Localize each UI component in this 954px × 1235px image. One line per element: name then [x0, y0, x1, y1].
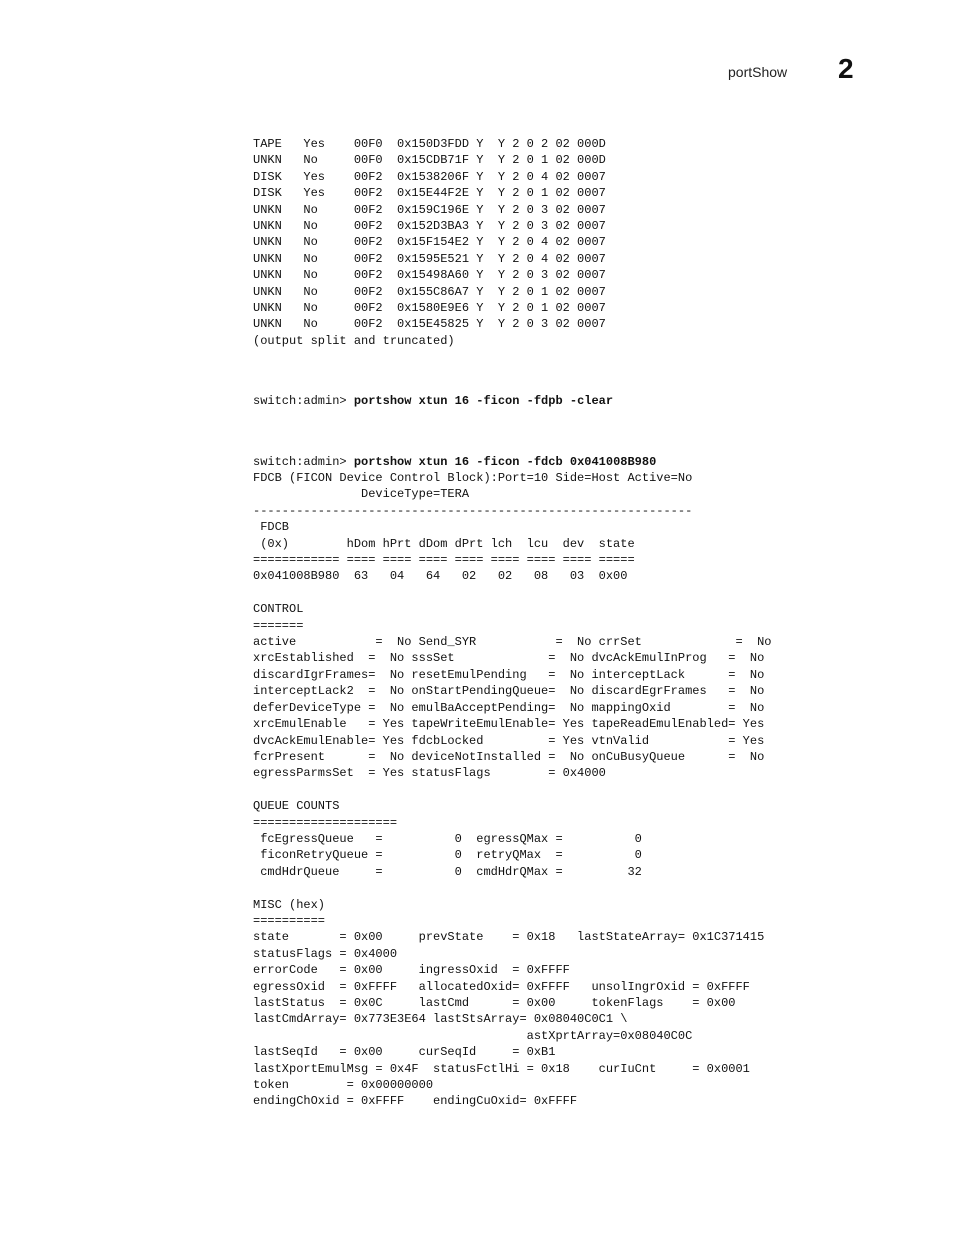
command-text: portshow xtun 16 -ficon -fdcb 0x041008B980	[353, 455, 657, 469]
device-list-output: TAPE Yes 00F0 0x150D3FDD Y Y 2 0 2 02 000D UNKN No 00F0 0x15CDB71F Y Y 2 0 1 02 000D DISK Yes 00F2 0x1538206F Y Y 2 0 4 02 0007 DISK Yes 00F2 0x15E44F2E Y Y 2 0 1 02 0007 UNKN No 00F2 0x159C196E Y Y 2 0 3 02 0007 UNKN No 00F2 0x152D3BA3 Y Y 2 0 3 02 0007 UNKN No 00F2 0x15F154E2 Y Y 2 0 4 02 0007 UNKN No 00F2 0x1595E521 Y Y 2 0 4 02 0007 UNKN No 00F2 0x15498A60 Y Y 2 0 3 02 0007 UNKN No 00F2 0x155C86A7 Y Y 2 0 1 02 0007 UNKN No 00F2 0x1580E9E6 Y Y 2 0 1 02 0007 UNKN No 00F2 0x15E45825 Y Y 2 0 3 02 0007 (output split and truncated)	[253, 137, 606, 348]
running-title: portShow	[728, 64, 788, 80]
command-line-fdcb	[253, 454, 656, 470]
command-prompt: switch:admin>	[253, 394, 354, 408]
command-line-fdpb-clear	[253, 393, 613, 409]
command-prompt: switch:admin>	[253, 455, 354, 469]
command-text: portshow xtun 16 -ficon -fdpb -clear	[353, 394, 614, 408]
chapter-number: 2	[838, 53, 854, 84]
fdcb-output: FDCB (FICON Device Control Block):Port=10 Side=Host Active=No DeviceType=TERA ------------------------------------------------------------- FDCB (0x) hDom hPrt dDom dPrt lch lcu dev state ============ ==== ==== ==== ==== ==== ==== ==== ===== 0x041008B980 63 04 64 02 02 08 03 0x00 CONTROL ======= active = No Send_SYR = No crrSet = No xrcEstablished = No sssSet = No dvcAckEmulInProg = No discardIgrFrames= No resetEmulPending = No interceptLack = No interceptLack2 = No onStartPendingQueue= No discardEgrFrames = No deferDeviceType = No emulBaAcceptPending= No mappingOxid = No xrcEmulEnable = Yes tapeWriteEmulEnable= Yes tapeReadEmulEnabled= Yes dvcAckEmulEnable= Yes fdcbLocked = Yes vtnValid = Yes fcrPresent = No deviceNotInstalled = No onCuBusyQueue = No egressParmsSet = Yes statusFlags = 0x4000 QUEUE COUNTS ==================== fcEgressQueue = 0 egressQMax = 0 ficonRetryQueue = 0 retryQMax = 0 cmdHdrQueue = 0 cmdHdrQMax = 32 MISC (hex) ========== state = 0x00 prevState = 0x18 lastStateArray= 0x1C371415 statusFlags = 0x4000 errorCode = 0x00 ingressOxid = 0xFFFF egressOxid = 0xFFFF allocatedOxid= 0xFFFF unsolIngrOxid = 0xFFFF lastStatus = 0x0C lastCmd = 0x00 tokenFlags = 0x00 lastCmdArray= 0x773E3E64 lastStsArray= 0x08040C0C1 \ astXprtArray=0x08040C0C lastSeqId = 0x00 curSeqId = 0xB1 lastXportEmulMsg = 0x4F statusFctlHi = 0x18 curIuCnt = 0x0001 token = 0x00000000 endingChOxid = 0xFFFF endingCuOxid= 0xFFFF	[253, 471, 772, 1109]
